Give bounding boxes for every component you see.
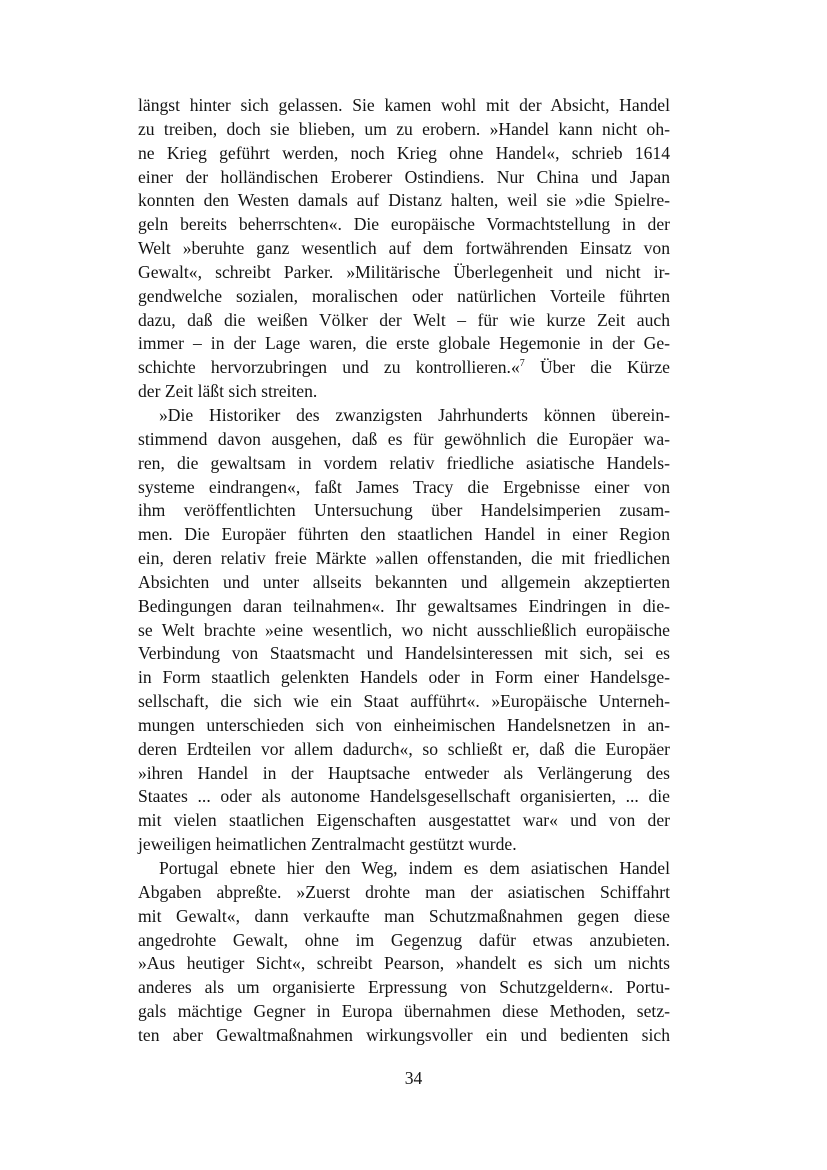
text-line <box>138 833 670 857</box>
text-line-content: Abgaben abpreßte. »Zuerst drohte man der asiatischen Schiffahrt <box>138 881 670 902</box>
text-line <box>138 213 670 237</box>
text-line <box>138 642 670 666</box>
text-line-content: mit vielen staatlichen Eigenschaften ausgestattet war« und von der <box>138 810 670 831</box>
text-line-content: einer der holländischen Eroberer Ostindiens. Nur China und Japan <box>138 166 670 187</box>
footnote-marker: 7 <box>519 358 525 370</box>
text-line-content: in Form staatlich gelenkten Handels oder in Form einer Handelsge- <box>138 667 670 688</box>
text-line-content: jeweiligen heimatlichen Zentralmacht gestützt wurde. <box>138 834 517 855</box>
text-line-content: »Die Historiker des zwanzigsten Jahrhunderts können überein- <box>159 404 670 425</box>
body-text <box>138 94 670 1048</box>
text-line-content: Verbindung von Staatsmacht und Handelsinteressen mit sich, sei es <box>138 643 670 664</box>
text-line-content: ne Krieg geführt werden, noch Krieg ohne Handel«, schrieb 1614 <box>138 142 670 163</box>
text-line <box>138 571 670 595</box>
text-line-content: anderes als um organisierte Erpressung von Schutzgeldern«. Portu- <box>138 977 670 998</box>
text-line <box>138 356 670 380</box>
text-line-content: men. Die Europäer führten den staatlichen Handel in einer Region <box>138 524 670 545</box>
text-line <box>138 189 670 213</box>
text-line-content: stimmend davon ausgehen, daß es für gewöhnlich die Europäer wa- <box>138 428 670 449</box>
text-line <box>138 404 670 428</box>
text-line-content: mit Gewalt«, dann verkaufte man Schutzmaßnahmen gegen diese <box>138 905 670 926</box>
text-line <box>138 428 670 452</box>
text-line-content: sellschaft, die sich wie ein Staat aufführt«. »Europäische Unterneh- <box>138 691 670 712</box>
text-line-content: geln bereits beherrschten«. Die europäische Vormachtstellung in der <box>138 214 670 235</box>
text-line <box>138 976 670 1000</box>
text-line-content: »ihren Handel in der Hauptsache entweder als Verlängerung des <box>138 762 670 783</box>
text-line <box>138 261 670 285</box>
text-line-content: längst hinter sich gelassen. Sie kamen wohl mit der Absicht, Handel <box>138 95 670 115</box>
text-line-content: ein, deren relativ freie Märkte »allen offenstanden, die mit friedlichen <box>138 548 670 569</box>
text-line <box>138 380 670 404</box>
page-number: 34 <box>404 1068 423 1088</box>
text-line <box>138 452 670 476</box>
text-line <box>138 785 670 809</box>
text-line <box>138 142 670 166</box>
text-line-content: angedrohte Gewalt, ohne im Gegenzug dafür etwas anzubieten. <box>138 929 670 950</box>
text-line-content: Bedingungen daran teilnahmen«. Ihr gewaltsames Eindringen in die- <box>138 595 670 616</box>
text-line <box>138 619 670 643</box>
text-line <box>138 1000 670 1024</box>
text-line <box>138 714 670 738</box>
text-line <box>138 332 670 356</box>
text-line <box>138 499 670 523</box>
text-line-content: Portugal ebnete hier den Weg, indem es dem asiatischen Handel <box>159 858 670 878</box>
text-line-content: Staates ... oder als autonome Handelsgesellschaft organisierten, ... die <box>138 786 670 807</box>
text-line <box>138 595 670 619</box>
text-line <box>138 690 670 714</box>
text-line <box>138 738 670 762</box>
text-line <box>138 905 670 929</box>
text-line <box>138 881 670 905</box>
text-line <box>138 285 670 309</box>
text-line <box>138 118 670 142</box>
text-line <box>138 1024 670 1048</box>
text-line-content: immer – in der Lage waren, die erste globale Hegemonie in der Ge- <box>138 333 670 354</box>
text-line-content: Gewalt«, schreibt Parker. »Militärische Überlegenheit und nicht ir- <box>138 261 670 282</box>
text-line <box>138 809 670 833</box>
text-line <box>138 94 670 118</box>
text-line-content: se Welt brachte »eine wesentlich, wo nicht ausschließlich europäische <box>138 619 670 640</box>
text-line-content: »Aus heutiger Sicht«, schreibt Pearson, »handelt es sich um nichts <box>138 953 670 974</box>
text-line-content: gendwelche sozialen, moralischen oder natürlichen Vorteile führten <box>138 285 670 306</box>
text-line-content: systeme eindrangen«, faßt James Tracy die Ergebnisse einer von <box>138 476 670 497</box>
text-line-content: zu treiben, doch sie blieben, um zu erobern. »Handel kann nicht oh- <box>138 118 670 139</box>
text-line-content: schichte hervorzubringen und zu kontrollieren.« <box>138 357 520 378</box>
text-line-content: konnten den Westen damals auf Distanz halten, weil sie »die Spielre- <box>138 190 670 211</box>
text-line <box>138 523 670 547</box>
text-line-content: mungen unterschieden sich von einheimischen Handelsnetzen in an- <box>138 714 670 735</box>
text-line-content: ten aber Gewaltmaßnahmen wirkungsvoller ein und bedienten sich <box>138 1024 670 1045</box>
text-line <box>138 166 670 190</box>
text-line-continuation: Über die Kürze <box>524 357 670 378</box>
text-line-content: ihm veröffentlichten Untersuchung über Handelsimperien zusam- <box>138 500 670 521</box>
text-line-content: ren, die gewaltsam in vordem relativ friedliche asiatische Handels- <box>138 452 670 473</box>
text-line-content: Welt »beruhte ganz wesentlich auf dem fortwährenden Einsatz von <box>138 238 670 259</box>
text-line-content: der Zeit läßt sich streiten. <box>138 381 318 402</box>
text-line-content: deren Erdteilen vor allem dadurch«, so schließt er, daß die Europäer <box>138 738 670 759</box>
text-line <box>138 857 670 881</box>
text-line <box>138 762 670 786</box>
text-line <box>138 476 670 500</box>
text-line <box>138 309 670 333</box>
text-line <box>138 666 670 690</box>
text-line <box>138 237 670 261</box>
text-line-content: dazu, daß die weißen Völker der Welt – für wie kurze Zeit auch <box>138 309 670 330</box>
text-line-content: Absichten und unter allseits bekannten und allgemein akzeptierten <box>138 571 670 592</box>
text-line <box>138 929 670 953</box>
text-line <box>138 952 670 976</box>
text-line <box>138 547 670 571</box>
text-line-content: gals mächtige Gegner in Europa übernahmen diese Methoden, setz- <box>138 1001 670 1022</box>
